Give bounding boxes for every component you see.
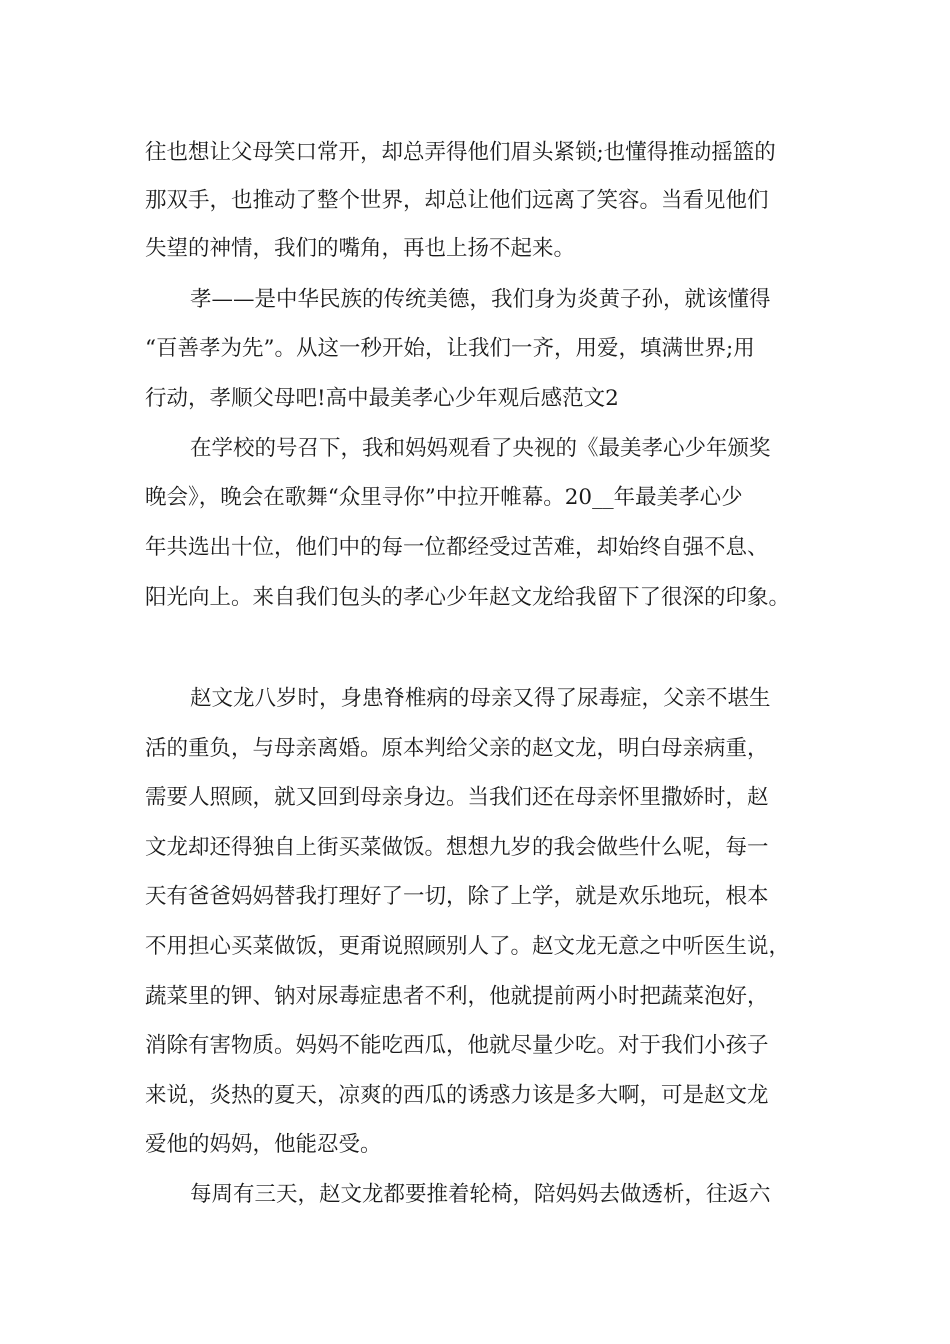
paragraph-4-line-7: 蔬菜里的钾、钠对尿毒症患者不利，他就提前两小时把蔬菜泡好，: [145, 984, 769, 1009]
paragraph-4-line-8: 消除有害物质。妈妈不能吃西瓜，他就尽量少吃。对于我们小孩子: [145, 1033, 769, 1058]
paragraph-2-line-1: 孝——是中华民族的传统美德，我们身为炎黄子孙，就该懂得: [190, 287, 771, 312]
paragraph-4-line-2: 活的重负，与母亲离婚。原本判给父亲的赵文龙，明白母亲病重，: [145, 736, 769, 761]
paragraph-1-line-2: 那双手，也推动了整个世界，却总让他们远离了笑容。当看见他们: [145, 188, 769, 213]
paragraph-2-line-2: “百善孝为先”。从这一秒开始，让我们一齐，用爱，填满世界;用: [145, 336, 755, 361]
paragraph-4-line-10: 爱他的妈妈，他能忍受。: [145, 1132, 382, 1157]
paragraph-4-line-4: 文龙却还得独自上街买菜做饭。想想九岁的我会做些什么呢，每一: [145, 835, 769, 860]
paragraph-1-line-3: 失望的神情，我们的嘴角，再也上扬不起来。: [145, 236, 576, 261]
paragraph-4-line-1: 赵文龙八岁时，身患脊椎病的母亲又得了尿毒症，父亲不堪生: [190, 686, 771, 711]
paragraph-4-line-3: 需要人照顾，就又回到母亲身边。当我们还在母亲怀里撒娇时，赵: [145, 785, 769, 810]
paragraph-3-line-4: 阳光向上。来自我们包头的孝心少年赵文龙给我留下了很深的印象。: [145, 585, 791, 610]
paragraph-4-line-5: 天有爸爸妈妈替我打理好了一切，除了上学，就是欢乐地玩，根本: [145, 884, 769, 909]
paragraph-4-line-6: 不用担心买菜做饭，更甭说照顾别人了。赵文龙无意之中听医生说，: [145, 934, 791, 959]
paragraph-5-line-1: 每周有三天，赵文龙都要推着轮椅，陪妈妈去做透析，往返六: [190, 1182, 771, 1207]
paragraph-3-line-3: 年共选出十位，他们中的每一位都经受过苦难，却始终自强不息、: [145, 535, 769, 560]
paragraph-3-line-1: 在学校的号召下，我和妈妈观看了央视的《最美孝心少年颁奖: [190, 436, 771, 461]
paragraph-1-line-1: 往也想让父母笑口常开，却总弄得他们眉头紧锁;也懂得推动摇篮的: [145, 140, 776, 165]
paragraph-2-line-3: 行动，孝顺父母吧!高中最美孝心少年观后感范文2: [145, 386, 619, 411]
paragraph-4-line-9: 来说，炎热的夏天，凉爽的西瓜的诱惑力该是多大啊，可是赵文龙: [145, 1083, 769, 1108]
paragraph-3-line-2: 晚会》，晚会在歌舞“众里寻你”中拉开帷幕。20__年最美孝心少: [145, 485, 743, 510]
